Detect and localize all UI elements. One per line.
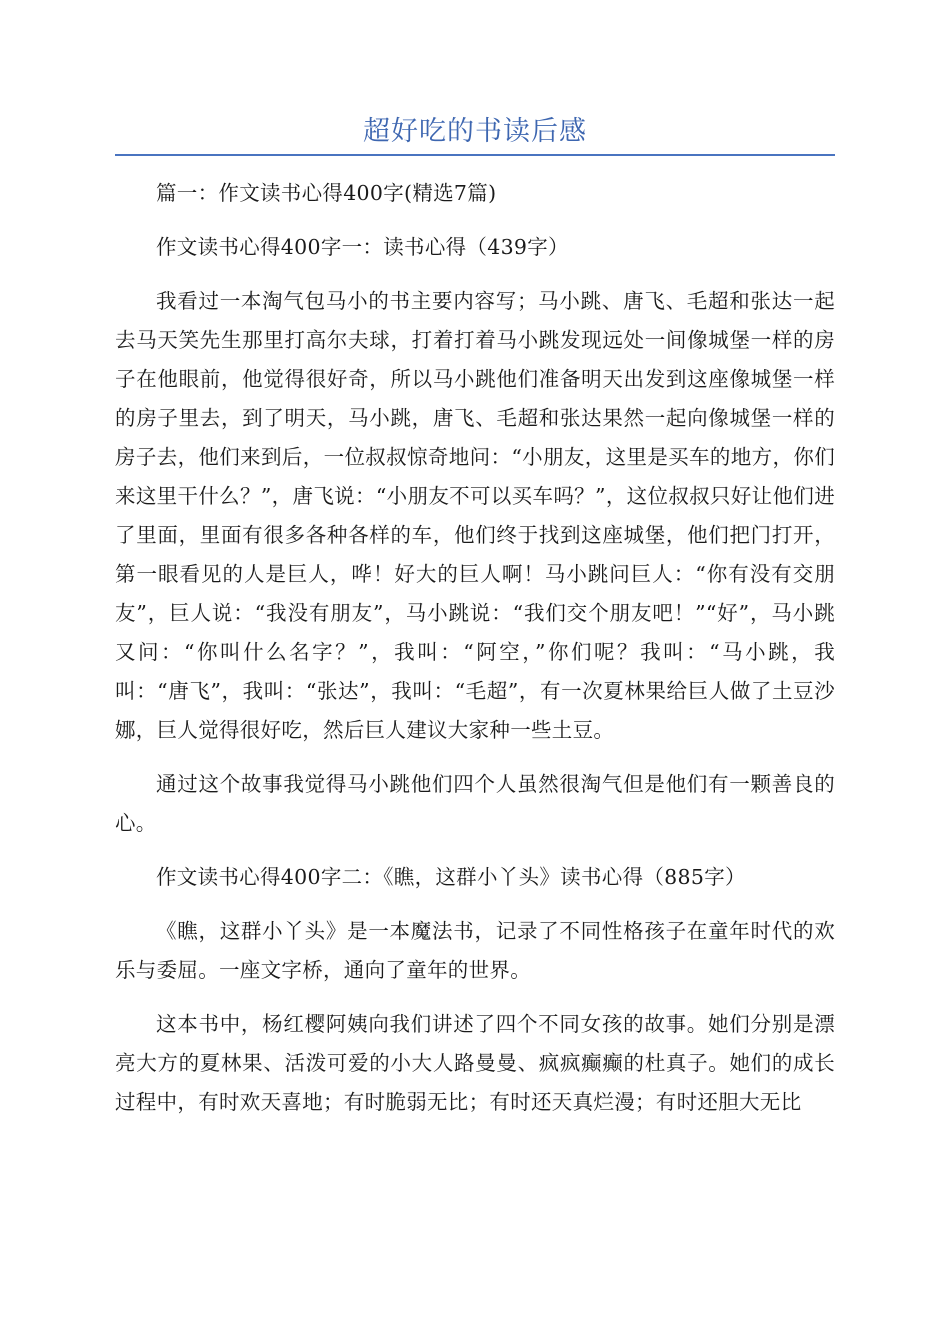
body-paragraph-2: 通过这个故事我觉得马小跳他们四个人虽然很淘气但是他们有一颗善良的心。 (115, 772, 835, 835)
body-paragraph-3: 《瞧，这群小丫头》是一本魔法书，记录了不同性格孩子在童年时代的欢乐与委屈。一座文字桥，通向了童年的世界。 (115, 919, 835, 982)
body-paragraph-4: 这本书中，杨红樱阿姨向我们讲述了四个不同女孩的故事。她们分别是漂亮大方的夏林果、活泼可爱的小大人路曼曼、疯疯癫癫的杜真子。她们的成长过程中，有时欢天喜地；有时脆弱无比；有时还天真烂漫；有时还胆大无比 (115, 1012, 835, 1114)
document-title: 超好吃的书读后感 (363, 116, 587, 147)
document-body (115, 174, 835, 1137)
section-heading-3: 作文读书心得400字二：《瞧，这群小丫头》读书心得（885字） (156, 865, 746, 889)
section-heading-1: 篇一：作文读书心得400字(精选7篇) (156, 181, 497, 205)
body-paragraph-1: 我看过一本淘气包马小的书主要内容写；马小跳、唐飞、毛超和张达一起去马天笑先生那里打高尔夫球，打着打着马小跳发现远处一间像城堡一样的房子在他眼前，他觉得很好奇，所以马小跳他们准备明天出发到这座像城堡一样的房子里去，到了明天，马小跳，唐飞、毛超和张达果然一起向像城堡一样的房子去，他们来到后，一位叔叔惊奇地问：“小朋友，这里是买车的地方，你们来这里干什么？”，唐飞说：“小朋友不可以买车吗？”，这位叔叔只好让他们进了里面，里面有很多各种各样的车，他们终于找到这座城堡，他们把门打开，第一眼看见的人是巨人，哗！好大的巨人啊！马小跳问巨人：“你有没有交朋友”，巨人说：“我没有朋友”，马小跳说：“我们交个朋友吧！”“好”，马小跳又问：“你叫什么名字？”，我叫：“阿空，”你们呢？我叫：“马小跳，我叫：“唐飞”，我叫：“张达”，我叫：“毛超”，有一次夏林果给巨人做了土豆沙娜，巨人觉得很好吃，然后巨人建议大家种一些土豆。 (115, 289, 835, 742)
title-underline (115, 154, 835, 156)
section-heading-2: 作文读书心得400字一：读书心得（439字） (156, 235, 569, 259)
